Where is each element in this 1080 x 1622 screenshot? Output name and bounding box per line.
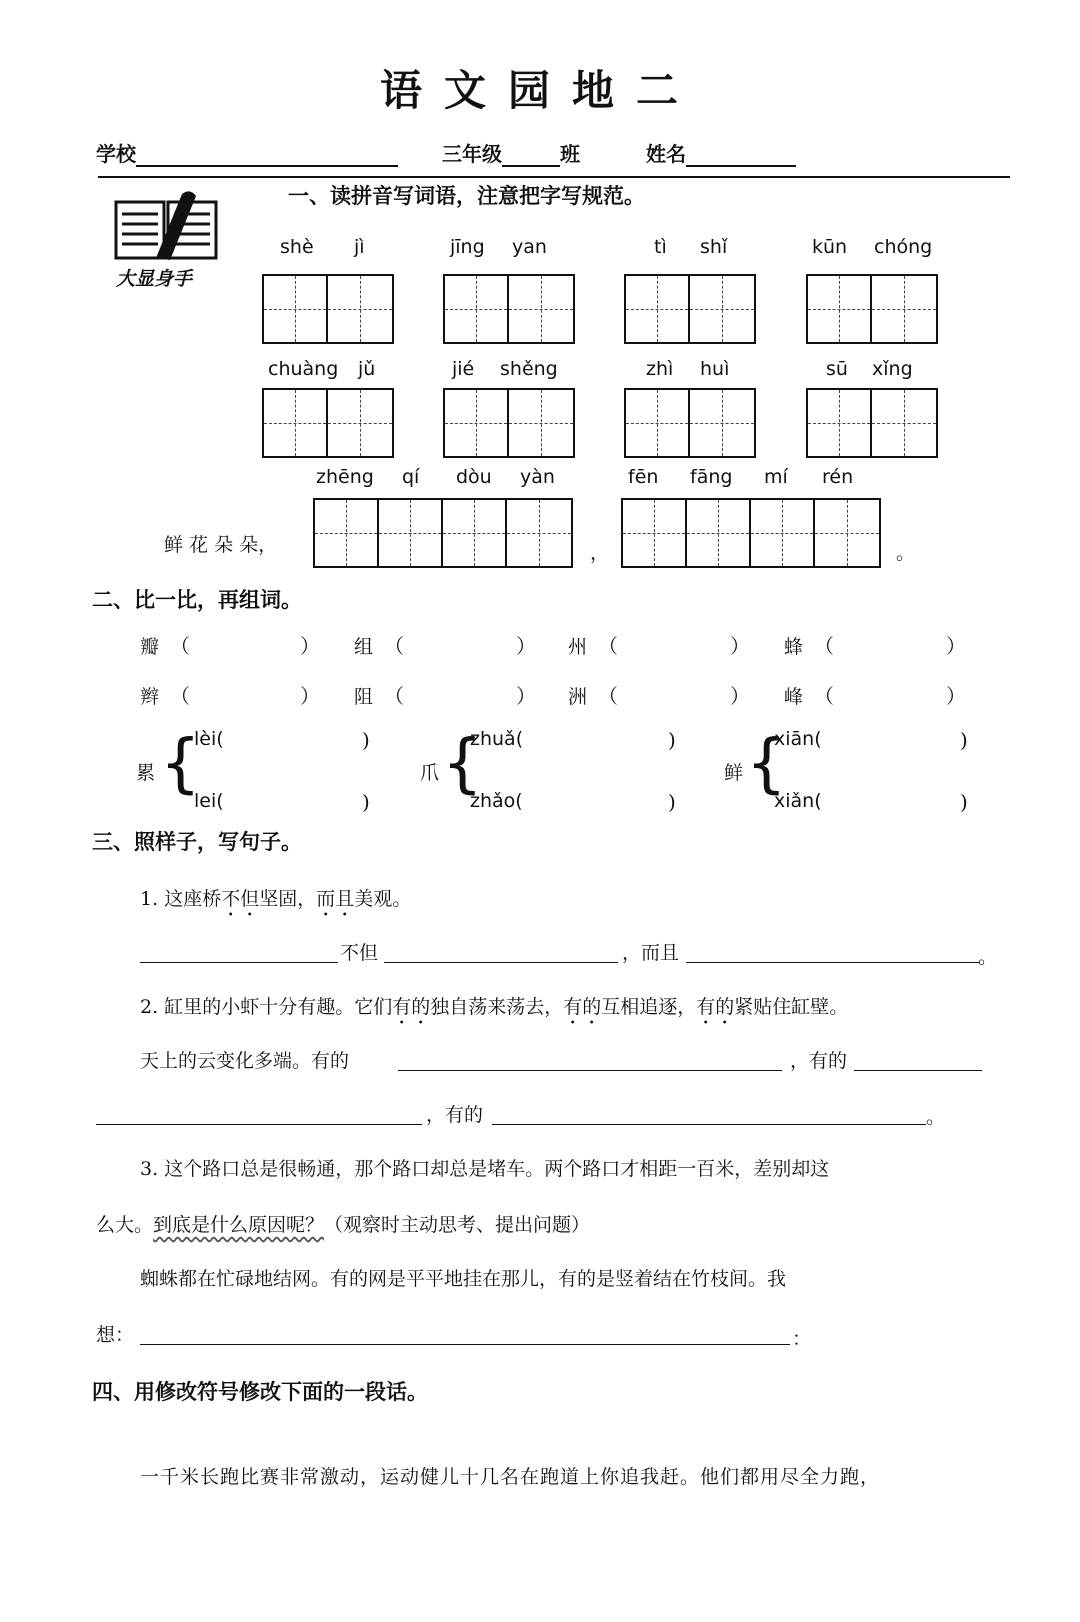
answer-line[interactable] — [492, 1124, 926, 1125]
paren-open: （ — [814, 684, 834, 708]
school-field — [96, 138, 398, 167]
section3-heading: 三、照样子，写句子。 — [92, 829, 302, 854]
paren-close: ） — [300, 634, 320, 658]
badge-label: 大显身手 — [116, 268, 193, 290]
answer-line[interactable] — [140, 962, 338, 963]
compare-char: 组 — [354, 636, 374, 658]
pinyin: chóng — [874, 236, 933, 258]
paren-close: ） — [946, 634, 966, 658]
name-label: 姓名 — [646, 142, 686, 166]
pinyin: jié — [452, 358, 475, 380]
section2-heading: 二、比一比，再组词。 — [92, 587, 302, 612]
q2-task: ，有的 — [426, 1104, 484, 1126]
writing-grid[interactable] — [806, 388, 938, 458]
pinyin: tì — [654, 236, 667, 258]
paren-open: （ — [384, 684, 404, 708]
period: 。 — [978, 946, 998, 968]
compare-char: 州 — [568, 636, 588, 658]
idiom-sentence-prefix: 鲜 花 朵 朵， — [164, 534, 278, 556]
pinyin: shè — [280, 236, 314, 258]
paren-open: （ — [384, 634, 404, 658]
paren-close: ） — [516, 684, 536, 708]
writing-grid[interactable] — [443, 274, 575, 344]
paren-close: ) — [960, 728, 968, 752]
q3-line: 这个路口总是很畅通，那个路口却总是堵车。两个路口才相距一百米，差别却这 — [164, 1158, 830, 1180]
pinyin: shǐ — [700, 236, 728, 258]
q2-task: 天上的云变化多端。有的 — [140, 1050, 350, 1072]
q3-task: 蜘蛛都在忙碌地结网。有的网是平平地挂在那儿，有的是竖着结在竹枝间。我 — [140, 1268, 787, 1290]
edit-paragraph: 一千米长跑比赛非常激动，运动健儿十几名在跑道上你追我赶。他们都用尽全力跑， — [140, 1466, 881, 1488]
q2-number: 2. — [140, 996, 159, 1018]
pinyin: jǔ — [358, 358, 376, 380]
paren-close: ） — [946, 684, 966, 708]
compare-char: 峰 — [784, 686, 804, 708]
pinyin: jì — [354, 236, 365, 258]
poly-pinyin: lèi( — [194, 728, 224, 750]
q2-text: 紧贴住缸壁。 — [734, 996, 849, 1018]
pinyin: shěng — [500, 358, 558, 380]
q3-text — [140, 1154, 829, 1181]
pinyin: kūn — [812, 236, 848, 258]
poly-pinyin: xiān( — [774, 728, 822, 750]
poly-char: 鲜 — [724, 762, 744, 784]
q2-text: 独自荡来荡去， — [430, 996, 564, 1018]
q2-keyword: 有的 — [392, 996, 431, 1018]
answer-line[interactable] — [140, 1344, 790, 1345]
school-blank[interactable] — [136, 143, 398, 167]
paren-open: （ — [814, 634, 834, 658]
colon: ： — [792, 1328, 812, 1350]
q1-keyword: 而且 — [316, 888, 355, 910]
compare-char: 辫 — [140, 686, 160, 708]
pinyin: sū — [826, 358, 848, 380]
pinyin: zhēng — [316, 466, 374, 488]
paren-close: ) — [668, 728, 676, 752]
q3-think: 想： — [96, 1324, 135, 1346]
writing-grid[interactable] — [262, 274, 394, 344]
pinyin: chuàng — [268, 358, 339, 380]
writing-grid[interactable] — [806, 274, 938, 344]
brace-icon: { — [160, 727, 201, 801]
writing-grid[interactable] — [624, 388, 756, 458]
paren-close: ) — [362, 728, 370, 752]
q2-text: 互相追逐， — [601, 996, 697, 1018]
paren-close: ） — [516, 634, 536, 658]
writing-grid[interactable] — [443, 388, 575, 458]
q3-hint: （观察时主动思考、提出问题） — [324, 1214, 591, 1236]
grade-class-field — [442, 138, 580, 167]
paren-close: ) — [362, 790, 370, 814]
paren-close: ） — [730, 684, 750, 708]
poly-pinyin: zhǎo( — [470, 790, 523, 812]
book-pen-icon — [112, 188, 224, 262]
answer-line[interactable] — [854, 1070, 982, 1071]
pinyin: fāng — [690, 466, 733, 488]
q3-question: 到底是什么原因呢？ — [153, 1214, 325, 1236]
paren-close: ) — [960, 790, 968, 814]
header-divider — [98, 176, 1010, 178]
brace-icon: { — [442, 727, 483, 801]
school-label: 学校 — [96, 142, 136, 166]
poly-pinyin: lei( — [194, 790, 224, 812]
q1-keyword: 不但 — [221, 888, 260, 910]
q1-word: ，而且 — [622, 942, 680, 964]
q3-line: 么大。 — [96, 1214, 154, 1236]
grade-label: 三年级 — [442, 142, 502, 166]
page-title: 语文园地二 — [379, 66, 700, 115]
paren-open: （ — [170, 684, 190, 708]
poly-char: 累 — [136, 762, 156, 784]
pinyin: rén — [822, 466, 854, 488]
answer-line[interactable] — [96, 1124, 422, 1125]
q2-keyword: 有的 — [563, 996, 602, 1018]
brace-icon: { — [746, 727, 787, 801]
paren-close: ） — [730, 634, 750, 658]
pinyin: zhì — [646, 358, 674, 380]
writing-grid[interactable] — [624, 274, 756, 344]
q1-example — [140, 884, 411, 921]
paren-open: （ — [598, 684, 618, 708]
compare-char: 洲 — [568, 686, 588, 708]
poly-pinyin: xiǎn( — [774, 790, 822, 812]
period: 。 — [896, 542, 916, 564]
compare-char: 瓣 — [140, 636, 160, 658]
pinyin: mí — [764, 466, 788, 488]
q2-text: 缸里的小虾十分有趣。它们 — [164, 996, 393, 1018]
answer-line[interactable] — [398, 1070, 782, 1071]
answer-line[interactable] — [384, 962, 618, 963]
q2-keyword: 有的 — [696, 996, 735, 1018]
q1-text: 这座桥 — [164, 888, 222, 910]
q2-task: ，有的 — [790, 1050, 848, 1072]
compare-char: 蜂 — [784, 636, 804, 658]
class-blank[interactable] — [502, 143, 560, 167]
q2-example — [140, 992, 848, 1029]
poly-char: 爪 — [420, 762, 440, 784]
class-label: 班 — [560, 142, 580, 166]
answer-line[interactable] — [686, 962, 980, 963]
pinyin: fēn — [628, 466, 659, 488]
name-blank[interactable] — [686, 143, 796, 167]
paren-open: （ — [598, 634, 618, 658]
paren-close: ) — [668, 790, 676, 814]
q3-text — [96, 1210, 590, 1237]
period: 。 — [926, 1106, 946, 1128]
q1-text: 坚固， — [259, 888, 317, 910]
pinyin: huì — [700, 358, 730, 380]
q1-number: 1. — [140, 888, 159, 910]
q3-number: 3. — [140, 1158, 159, 1180]
section4-heading: 四、用修改符号修改下面的一段话。 — [92, 1379, 428, 1404]
pinyin: xǐng — [872, 358, 913, 380]
idiom-grid[interactable] — [313, 498, 573, 568]
q1-word: 不但 — [340, 942, 379, 964]
section1-heading: 一、读拼音写词语，注意把字写规范。 — [288, 183, 645, 208]
pinyin: dòu — [456, 466, 492, 488]
writing-grid[interactable] — [262, 388, 394, 458]
q1-text: 美观。 — [354, 888, 412, 910]
pinyin: jīng — [450, 236, 485, 258]
pinyin: qí — [402, 466, 420, 488]
badge — [112, 188, 224, 288]
pinyin: yàn — [520, 466, 555, 488]
poly-pinyin: zhuǎ( — [470, 728, 524, 750]
paren-open: （ — [170, 634, 190, 658]
compare-char: 阻 — [354, 686, 374, 708]
comma: ， — [590, 542, 610, 564]
pinyin: yan — [512, 236, 547, 258]
name-field — [646, 138, 796, 167]
paren-close: ） — [300, 684, 320, 708]
idiom-grid[interactable] — [621, 498, 881, 568]
